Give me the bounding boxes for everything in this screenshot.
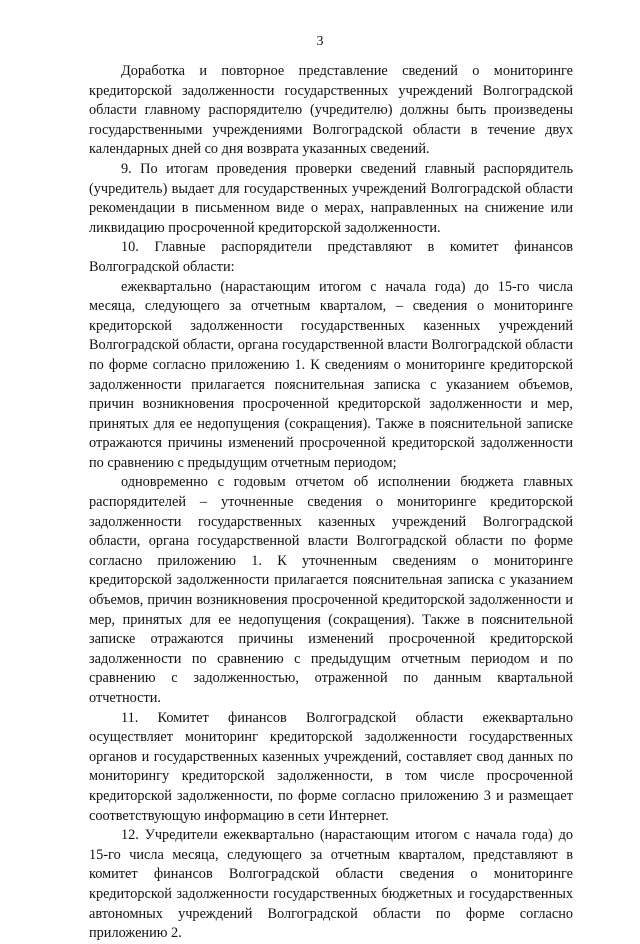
paragraph-annual-report: одновременно с годовым отчетом об исполнении бюджета главных распорядителей – уточненные сведения о мониторинге кредиторской задолженности государственных казенных учреждений Волгоградской области, органа государственной власти Волгоградской области по форме согласно приложению 1. К уточненным сведениям о мониторинге кредиторской задолженности прилагается пояснительная записка с указанием объемов, причин возникновения просроченной кредиторской задолженности и мер, принятых для ее недопущения (сокращения). Также в пояснительной записке отражаются причины изменений просроченной кредиторской задолженности по сравнению с предыдущим отчетным периодом и по сравнению с задолженностью, отраженной по данным квартальной отчетности. (89, 474, 573, 706)
paragraph-item-9: 9. По итогам проведения проверки сведений главный распорядитель (учредитель) выдает для государственных учреждений Волгоградской области рекомендации в письменном виде о мерах, направленных на снижение или ликвидацию просроченной кредиторской задолженности. (89, 160, 573, 236)
page-number: 3 (316, 34, 324, 49)
paragraph-item-10: 10. Главные распорядители представляют в комитет финансов Волгоградской области: (89, 239, 573, 275)
document-body (89, 62, 573, 944)
paragraph-item-12: 12. Учредители ежеквартально (нарастающим итогом с начала года) до 15-го числа месяца, следующего за отчетным кварталом, представляют в комитет финансов Волгоградской области сведения о мониторинге кредиторской задолженности государственных бюджетных и государственных автономных учреждений Волгоградской области по форме согласно приложению 2. (89, 827, 573, 942)
paragraph-quarterly-report: ежеквартально (нарастающим итогом с начала года) до 15-го числа месяца, следующего за отчетным кварталом, – сведения о мониторинге кредиторской задолженности государственных казенных учреждений Волгоградской области, органа государственной власти Волгоградской области по форме согласно приложению 1. К сведениям о мониторинге кредиторской задолженности прилагается пояснительная записка с указанием объемов, причин возникновения просроченной кредиторской задолженности и мер, принятых для ее недопущения (сокращения). Также в пояснительной записке отражаются причины изменений просроченной кредиторской задолженности по сравнению с предыдущим отчетным периодом; (89, 278, 573, 471)
paragraph-rework-submission: Доработка и повторное представление сведений о мониторинге кредиторской задолженности государственных учреждений Волгоградской области главному распорядителю (учредителю) должны быть произведены государственными учреждениями Волгоградской области в течение двух календарных дней со дня возврата указанных сведений. (89, 63, 573, 158)
paragraph-item-11: 11. Комитет финансов Волгоградской области ежеквартально осуществляет мониторинг кредиторской задолженности государственных органов и государственных казенных учреждений, составляет свод данных по мониторингу кредиторской задолженности, в том числе просроченной кредиторской задолженности, по форме согласно приложению 3 и размещает соответствующую информацию в сети Интернет. (89, 709, 573, 824)
